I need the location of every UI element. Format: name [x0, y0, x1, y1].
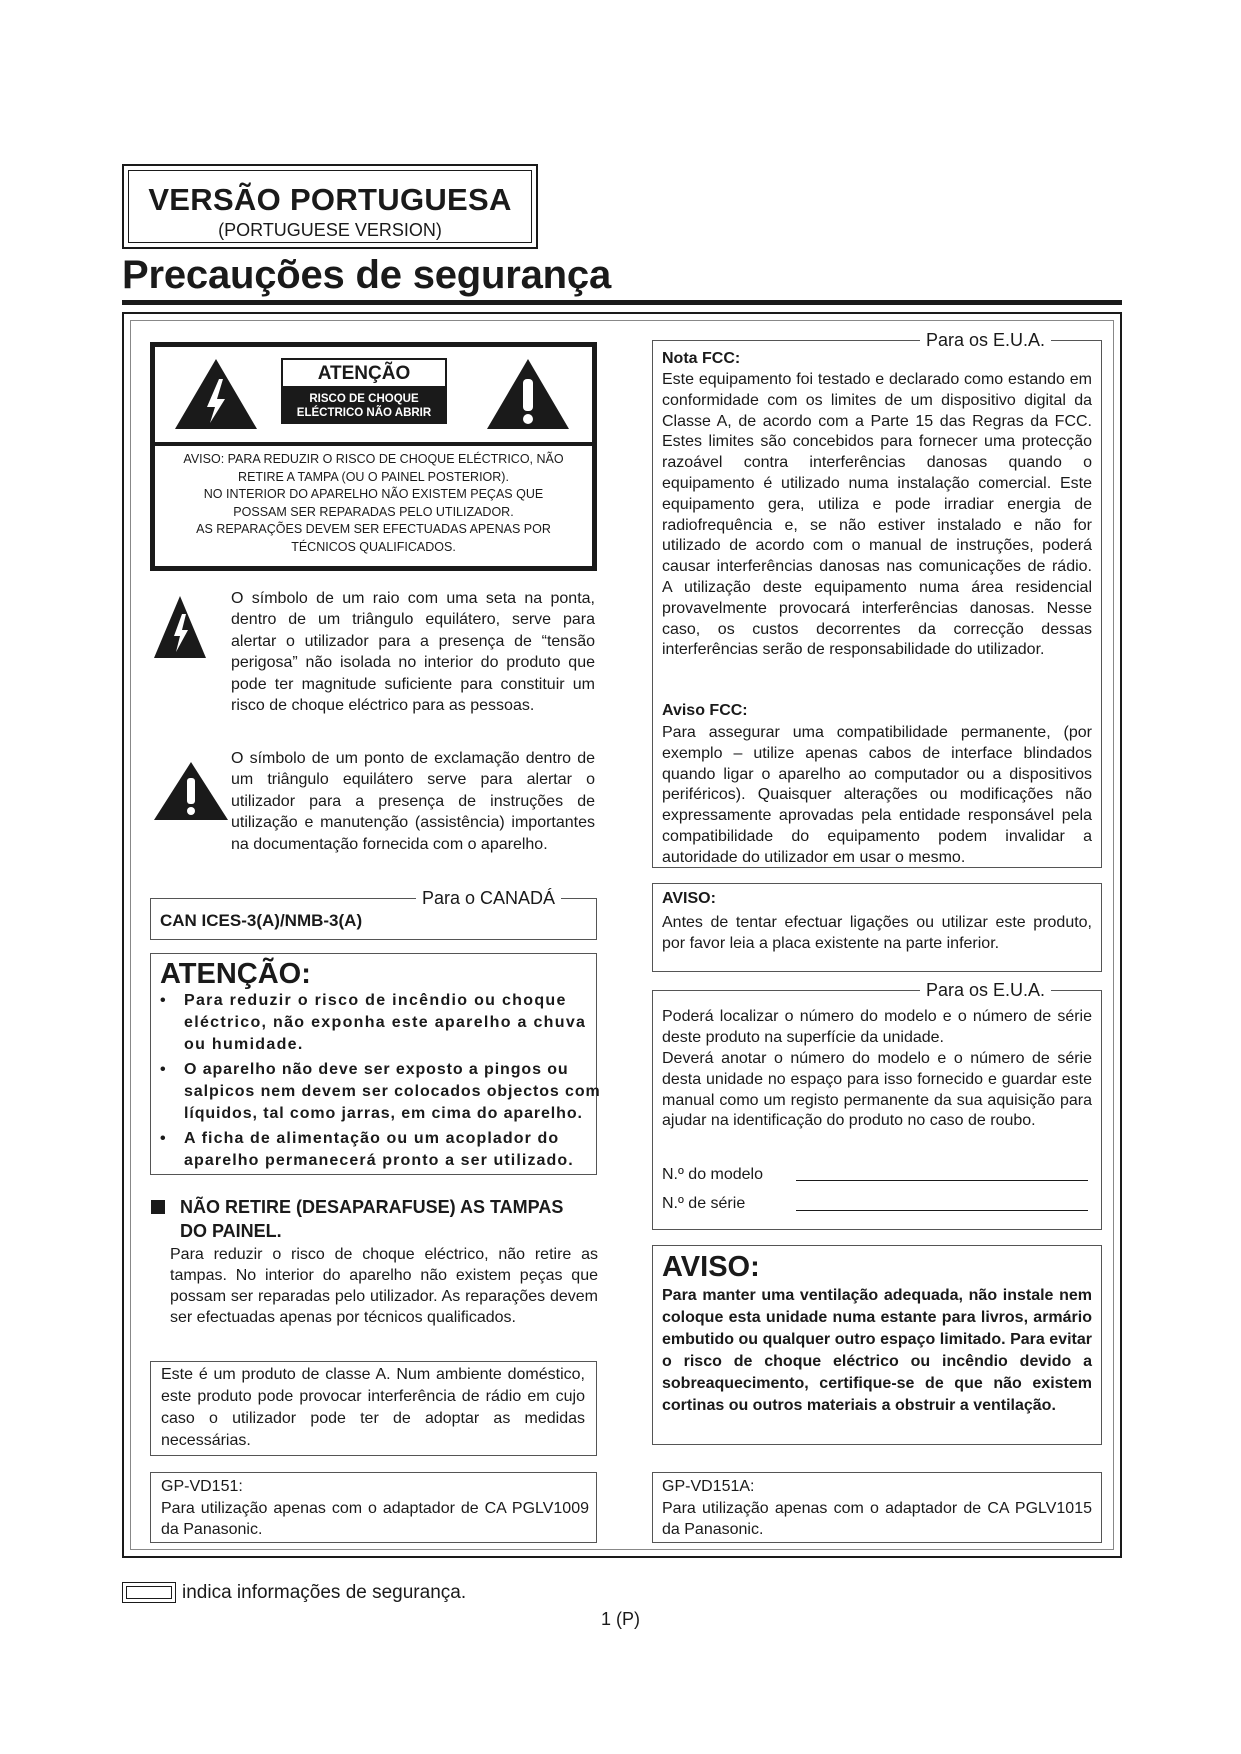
serial-number-line	[796, 1210, 1088, 1211]
aviso-small-title: AVISO:	[662, 890, 716, 907]
serial-number-label: N.º de série	[662, 1195, 746, 1212]
model-number-label: N.º do modelo	[662, 1166, 764, 1183]
warning-label-risk	[281, 388, 447, 424]
atencao-bullet-text: Para reduzir o risco de incêndio ou choque eléctrico, não exponha este aparelho a chuva ou humidade.	[184, 992, 587, 1053]
lightning-symbol-text: O símbolo de um raio com uma seta na ponta, dentro de um triângulo equilátero, serve para alertar o utilizador para a presença de “tensão perigosa” não isolada no interior do produto que pode ter magnitude suficiente para constituir um risco de choque eléctrico para as pessoas.	[231, 590, 595, 715]
safety-info-box-icon	[122, 1582, 176, 1603]
exclamation-symbol-text: O símbolo de um ponto de exclamação dentro de um triângulo equilátero serve para alertar o utilizador para a presença de instruções de utilização e manutenção (assistência) importantes na documentação fornecida com o aparelho.	[231, 750, 595, 853]
fcc-nota-text: Este equipamento foi testado e declarado como estando em conformidade com os limites de um dispositivo digital da Classe A, de acordo com a Parte 15 das Regras da FCC. Estes limites são concebidos para fornecer uma protecção razoável contra interferências danosas quando o equipamento é utilizado numa instalação comercial. Este equipamento gera, utiliza e pode irradiar energia de radiofrequência e, se não estiver instalado e não for utilizado de acordo com o manual de instruções, poderá causar interferências danosas nas comunicações de rádio. A utilização deste equipamento numa área residencial provavelmente provocará interferências danosas. Nesse caso, os custos decorrentes da correcção dessas interferências serão de responsabilidade do utilizador.	[662, 371, 1092, 659]
risk-line-1: RISCO DE CHOQUE	[309, 393, 419, 405]
lightning-triangle-icon	[173, 357, 259, 431]
atencao-title: ATENÇÃO:	[160, 958, 311, 990]
nao-retire-heading-1: NÃO RETIRE (DESAPARAFUSE) AS TAMPAS	[180, 1197, 564, 1217]
page-number: 1 (P)	[600, 1609, 640, 1629]
atencao-bullet: • A ficha de alimentação ou um acoplador do aparelho permanecerá pronto a ser utilizado.	[160, 1128, 602, 1172]
fcc-nota-title: Nota FCC:	[662, 350, 741, 367]
version-box	[122, 164, 538, 249]
fcc-aviso-text: Para assegurar uma compatibilidade permanente, (por exemplo – utilize apenas cabos de interface blindados quando ligar o aparelho ao computador ou a dispositivos periféricos). Quaisquer alterações ou modificações não expressamente aprovadas pela entidade responsável pela compatibilidade do equipamento podem invalidar a autoridade do utilizador em usar o mesmo.	[662, 724, 1092, 866]
atencao-bullet-text: O aparelho não deve ser exposto a pingos ou salpicos nem devem ser colocados objectos com líquidos, tal como jarras, em cima do aparelho.	[184, 1061, 601, 1122]
aviso-big-text: Para manter uma ventilação adequada, não instale nem coloque esta unidade numa estante para livros, armário embutido ou qualquer outro espaço limitado. Para evitar o risco de choque eléctrico ou incêndio devido a sobreaquecimento, certifique-se de que não existem cortinas ou outros materiais a obstruir a ventilação.	[662, 1287, 1092, 1414]
warning-line: AVISO: PARA REDUZIR O RISCO DE CHOQUE ELÉCTRICO, NÃO	[183, 452, 564, 466]
warning-label-title: ATENÇÃO	[281, 358, 447, 388]
version-subtitle: (PORTUGUESE VERSION)	[218, 220, 442, 240]
warning-line: POSSAM SER REPARADAS PELO UTILIZADOR.	[233, 504, 514, 519]
lightning-symbol-icon	[152, 592, 208, 662]
warning-line: RETIRE A TAMPA (OU O PAINEL POSTERIOR).	[238, 469, 509, 484]
version-title: VERSÃO PORTUGUESA	[148, 182, 512, 217]
serial-caption: Para os E.U.A.	[920, 980, 1051, 1000]
gp-right-text: Para utilização apenas com o adaptador de CA PGLV1015 da Panasonic.	[662, 1500, 1092, 1538]
nao-retire-text: Para reduzir o risco de choque eléctrico, não retire as tampas. No interior do aparelho não existem peças que possam ser reparadas pelo utilizador. As reparações devem ser efectuadas apenas por técnicos qualificados.	[170, 1246, 598, 1326]
exclamation-symbol-icon	[152, 760, 230, 822]
nao-retire-heading-2: DO PAINEL.	[180, 1221, 282, 1241]
risk-line-2: ELÉCTRICO NÃO ABRIR	[296, 407, 432, 419]
atencao-bullet: • O aparelho não deve ser exposto a pingos ou salpicos nem devem ser colocados objectos com líquidos, tal como jarras, em cima do aparelho.	[160, 1059, 602, 1125]
warning-label-text	[161, 451, 586, 556]
gp-right-model: GP-VD151A:	[662, 1478, 755, 1495]
title-rule	[122, 300, 1122, 305]
serial-para-2: Deverá anotar o número do modelo e o número de série desta unidade no espaço para isso fornecido e guardar este manual como um registo permanente da sua aquisição para ajudar na identificação do produto no caso de roubo.	[662, 1050, 1092, 1130]
legend-text: indica informações de segurança.	[182, 1582, 467, 1603]
gp-left-model: GP-VD151:	[161, 1478, 243, 1495]
aviso-small-text: Antes de tentar efectuar ligações ou utilizar este produto, por favor leia a placa existente na parte inferior.	[662, 914, 1092, 952]
serial-para-1: Poderá localizar o número do modelo e o número de série deste produto na superfície da unidade.	[662, 1008, 1092, 1046]
warning-line: NO INTERIOR DO APARELHO NÃO EXISTEM PEÇAS QUE	[203, 487, 544, 501]
warning-line: TÉCNICOS QUALIFICADOS.	[291, 539, 456, 554]
atencao-bullet: • Para reduzir o risco de incêndio ou choque eléctrico, não exponha este aparelho a chuva ou humidade.	[160, 990, 602, 1056]
fcc-caption: Para os E.U.A.	[920, 330, 1051, 350]
exclamation-triangle-icon	[485, 357, 571, 431]
warning-label-atencao	[281, 358, 447, 425]
fcc-aviso-title: Aviso FCC:	[662, 702, 748, 719]
page-title: Precauções de segurança	[122, 253, 611, 297]
gp-left-text: Para utilização apenas com o adaptador de CA PGLV1009 da Panasonic.	[161, 1500, 589, 1538]
square-bullet-icon	[151, 1200, 165, 1219]
canada-text: CAN ICES-3(A)/NMB-3(A)	[160, 911, 363, 930]
canada-caption: Para o CANADÁ	[416, 888, 561, 908]
atencao-bullet-text: A ficha de alimentação ou um acoplador do aparelho permanecerá pronto a ser utilizado.	[184, 1130, 574, 1169]
warning-line: AS REPARAÇÕES DEVEM SER EFECTUADAS APENAS POR	[196, 522, 551, 536]
nao-retire-heading	[180, 1195, 563, 1243]
warning-label	[150, 342, 597, 571]
classe-a-text: Este é um produto de classe A. Num ambiente doméstico, este produto pode provocar interferência de rádio em cujo caso o utilizador pode ter de adoptar as medidas necessárias.	[161, 1366, 585, 1449]
model-number-line	[796, 1180, 1088, 1181]
aviso-big-title: AVISO:	[662, 1251, 760, 1283]
